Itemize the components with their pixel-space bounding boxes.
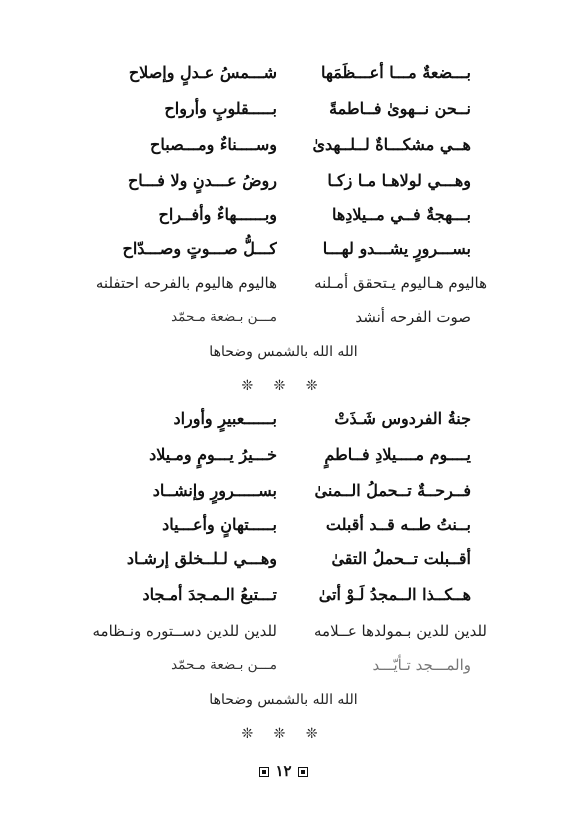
- verse-first-hemistich: أقــبلت تــحملُ التقىٰ: [331, 549, 471, 568]
- verse-line: [0, 130, 567, 160]
- verse-line: [0, 94, 567, 124]
- verse-first-hemistich: هــكــذا الــمجدُ لَـوْ أتىٰ: [318, 585, 471, 604]
- verse-first-hemistich: بـــهجةٌ فــي مــيلادِها: [331, 205, 471, 224]
- verse-line: [0, 268, 567, 298]
- verse-second-hemistich: وبــــــهاءٌ وأفــراح: [158, 205, 277, 224]
- verse-line: [0, 200, 567, 230]
- verse-second-hemistich: كـــلُّ صـــوتٍ وصـــدّاح: [122, 239, 277, 258]
- verse-first-hemistich: فــرحــةٌ تــحملُ الــمنىٰ: [314, 481, 471, 500]
- verse-first-hemistich: بســـرورٍ يشـــدو لهـــا: [322, 239, 471, 258]
- verse-line: [0, 650, 567, 680]
- verse-first-hemistich: يــــوم مــــيلادِ فــاطمٍ: [324, 445, 471, 464]
- verse-line: [0, 234, 567, 264]
- section-separator: ❊ ❊ ❊: [241, 726, 326, 742]
- verse-line: [0, 544, 567, 574]
- verse-second-hemistich: بـــــقلوبٍ وأرواح: [164, 99, 277, 118]
- verse-second-hemistich: بـــــتهانٍ وأعـــياد: [162, 515, 277, 534]
- verse-first-hemistich: جنةُ الفردوس شَـذَتْ: [334, 409, 471, 428]
- verse-first-hemistich: هــي مشكـــاةٌ لــلــهدىٰ: [312, 135, 471, 154]
- verse-first-hemistich: للدين للدين بـمولدها عــلامه: [314, 622, 487, 640]
- verse-second-hemistich: هاليوم هاليوم بالفرحه احتفلنه: [95, 274, 277, 292]
- verse-line: [0, 440, 567, 470]
- verse-first-hemistich: صوت الفرحه أنشد: [355, 308, 471, 326]
- verse-second-hemistich: بســـــرورٍ وإنشــاد: [152, 481, 277, 500]
- square-ornament-icon: [298, 767, 308, 777]
- verse-second-hemistich: مـــن بـضعة مـحمّد: [171, 657, 277, 673]
- verse-line: [0, 476, 567, 506]
- verse-line: [0, 580, 567, 610]
- section-separator: ❊ ❊ ❊: [241, 378, 326, 394]
- square-ornament-icon: [259, 767, 269, 777]
- verse-first-hemistich: وهـــي لولاهـا مـا زكـا: [327, 171, 471, 190]
- verse-second-hemistich: روضُ عـــدنٍ ولا فـــاح: [127, 171, 277, 190]
- verse-second-hemistich: بــــــعبيرٍ وأوراد: [173, 409, 277, 428]
- page-number: ١٢: [275, 762, 292, 780]
- verse-second-hemistich: شـــمسُ عـدلٍ وإصلاح: [128, 63, 277, 82]
- verse-line: [0, 58, 567, 88]
- verse-second-hemistich: للدين للدين دســتوره ونـظامه: [92, 622, 277, 640]
- refrain-line: الله الله بالشمس وضحاها: [209, 692, 358, 708]
- verse-second-hemistich: وســــناءٌ ومـــصباح: [150, 135, 277, 154]
- verse-first-hemistich: نــحن نــهوىٰ فــاطمةً: [329, 99, 471, 118]
- verse-first-hemistich: بـــضعةٌ مـــا أعـــظَمَها: [320, 63, 471, 82]
- page-number-footer: [0, 760, 567, 782]
- verse-line: [0, 166, 567, 196]
- verse-first-hemistich: بــنتُ طــه قــد أقبلت: [325, 515, 471, 534]
- verse-first-hemistich: والمـــجد تـأيّـــد: [372, 656, 471, 674]
- refrain-line: الله الله بالشمس وضحاها: [209, 344, 358, 360]
- verse-line: [0, 616, 567, 646]
- verse-first-hemistich: هاليوم هـاليوم يـتحقق أمـلنه: [314, 274, 487, 292]
- verse-second-hemistich: تـــتبعُ الـمـجدَ أمـجاد: [142, 585, 277, 604]
- verse-line: [0, 302, 567, 332]
- verse-second-hemistich: وهـــي لـلــخلق إرشـاد: [126, 549, 277, 568]
- verse-second-hemistich: مـــن بـضعة مـحمّد: [171, 309, 277, 325]
- verse-line: [0, 404, 567, 434]
- verse-second-hemistich: خـــيرُ يـــومٍ ومـيلاد: [149, 445, 277, 464]
- verse-line: [0, 510, 567, 540]
